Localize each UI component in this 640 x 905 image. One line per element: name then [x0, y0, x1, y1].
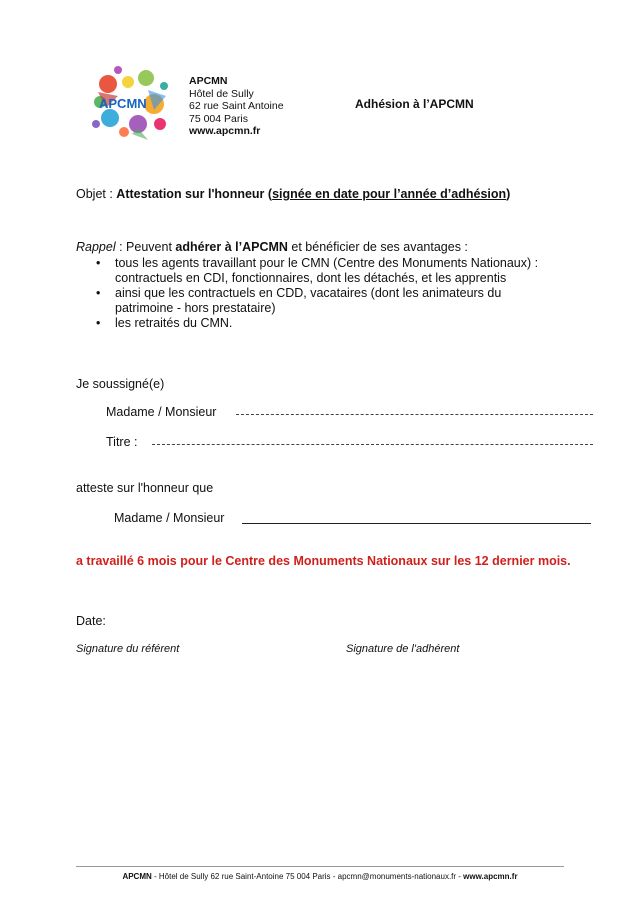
- objet-prefix: Objet :: [76, 187, 117, 201]
- titre-fill-line[interactable]: [152, 444, 593, 445]
- rappel-label: Rappel: [76, 240, 116, 254]
- org-address-block: [189, 75, 284, 138]
- list-item-text: ainsi que les contractuels en CDD, vacataires (dont les animateurs du patrimoine - hors prestataire): [115, 286, 502, 315]
- objet-subject: Attestation sur l'honneur: [116, 187, 268, 201]
- bullet-icon: •: [96, 316, 101, 330]
- rappel-text-2: et bénéficier de ses avantages :: [287, 240, 468, 254]
- madame-monsieur-label-2: Madame / Monsieur: [114, 511, 225, 525]
- footer-divider: [76, 866, 564, 867]
- atteste-label: atteste sur l'honneur que: [76, 481, 214, 495]
- madame-monsieur-label-1: Madame / Monsieur: [106, 405, 217, 419]
- name-fill-line-2[interactable]: [242, 523, 591, 524]
- website-link[interactable]: www.apcmn.fr: [189, 125, 261, 137]
- address-line-1: Hôtel de Sully: [189, 87, 254, 100]
- apcmn-logo: [88, 62, 172, 142]
- logo-text: APCMN: [99, 96, 147, 111]
- rappel-text-1: : Peuvent: [115, 240, 176, 254]
- objet-paren-open: (: [267, 187, 273, 201]
- bullet-icon: •: [96, 286, 101, 300]
- list-item: [96, 256, 556, 286]
- footer-text: - Hôtel de Sully 62 rue Saint-Antoine 75 004 Paris - apcmn@monuments-nationaux.fr -: [151, 872, 464, 881]
- attestation-statement: a travaillé 6 mois pour le Centre des Monuments Nationaux sur les 12 dernier mois.: [76, 554, 571, 568]
- eligibility-list: [96, 256, 556, 331]
- list-item: [96, 316, 556, 331]
- date-label: Date:: [76, 614, 106, 628]
- list-item-text: les retraités du CMN.: [115, 316, 233, 330]
- titre-label: Titre :: [106, 435, 138, 449]
- signature-adherent-label: Signature de l'adhérent: [346, 643, 460, 655]
- list-item-text: tous les agents travaillant pour le CMN (Centre des Monuments Nationaux) : contractuels en CDI, fonctionnaires, dont les détachés, et les apprentis: [115, 256, 539, 285]
- footer-website-link[interactable]: www.apcmn.fr: [463, 872, 518, 881]
- footer: [0, 872, 640, 881]
- address-line-2: 62 rue Saint Antoine: [189, 100, 284, 112]
- name-fill-line-1[interactable]: [236, 414, 593, 415]
- bullet-icon: •: [96, 256, 101, 270]
- objet-line: [76, 187, 510, 201]
- objet-underlined: signée en date pour l’année d’adhésion: [272, 187, 507, 201]
- org-name: APCMN: [189, 75, 228, 87]
- document-title: Adhésion à l’APCMN: [355, 97, 474, 111]
- footer-org: APCMN: [122, 872, 152, 881]
- signature-referent-label: Signature du référent: [76, 643, 180, 655]
- objet-paren-close: ): [506, 187, 511, 201]
- list-item: [96, 286, 556, 316]
- soussigne-label: Je soussigné(e): [76, 377, 165, 391]
- address-line-3: 75 004 Paris: [189, 112, 248, 125]
- rappel-bold: adhérer à l’APCMN: [175, 240, 288, 254]
- rappel-intro: [76, 240, 556, 255]
